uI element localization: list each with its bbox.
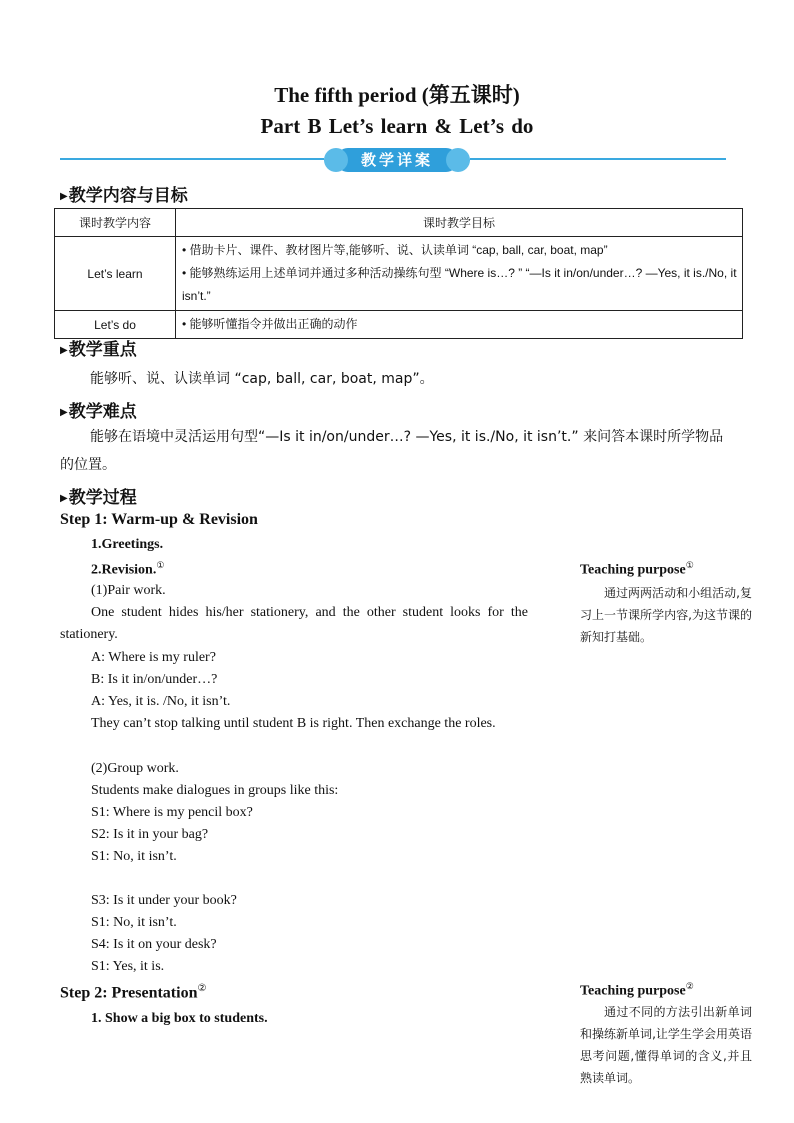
dialogue-line: S2: Is it in your bag? [91,827,209,842]
dialogue-line: S4: Is it on your desk? [91,937,217,952]
table-row [55,237,743,311]
section-heading-content-goals: ▶教学内容与目标 [60,186,188,206]
page-subtitle: Part B Let’s learn & Let’s do [260,114,534,138]
table-cell-goals [176,311,743,339]
pair-work-label: (1)Pair work. [91,583,166,598]
divider-right [470,158,726,160]
teaching-purpose-text: 通过不同的方法引出新单词和操练新单词,让学生学会用英语思考问题,懂得单词的含义,并且熟读单词。 [580,1005,752,1085]
section-heading-key-points: ▶教学重点 [60,340,137,360]
pair-work-desc: One student hides his/her stationery, and the other student looks for the stationery. [60,605,528,642]
step2-item1: 1. Show a big box to students. [91,1011,268,1026]
dialogue-line: S1: Where is my pencil box? [91,805,253,820]
group-work-label: (2)Group work. [91,761,179,776]
dialogue-line: A: Where is my ruler? [91,650,216,665]
triangle-bullet-icon: ▶ [60,407,68,418]
step1-greetings: 1.Greetings. [91,537,164,552]
dialogue-line: A: Yes, it is. /No, it isn’t. [91,694,231,709]
section-badge [322,147,472,173]
table-header-row [55,209,743,237]
step2-title: Step 2: Presentation② [60,983,207,1002]
triangle-bullet-icon: ▶ [60,191,68,202]
footnote-mark: ① [685,560,694,570]
section-heading-difficulties: ▶教学难点 [60,402,137,422]
triangle-bullet-icon: ▶ [60,345,68,356]
table-cell-content: Let’s learn [55,237,176,311]
step1-title: Step 1: Warm-up & Revision [60,511,258,528]
difficulties-text: 能够在语境中灵活运用句型“—Is it in/on/under…? —Yes, it is./No, it isn’t.” 来问答本课时所学物品的位置。 [60,429,724,473]
table-header-goals: 课时教学目标 [176,209,743,237]
footnote-mark: ② [197,983,207,994]
goal-item: • 能够熟练运用上述单词并通过多种活动操练句型 “Where is…? ” “—Is it in/on/under…? —Yes, it is./No, it isn’t.” [182,266,737,303]
table-cell-content: Let’s do [55,311,176,339]
divider-left [60,158,324,160]
dialogue-line: S3: Is it under your book? [91,893,237,908]
teaching-purpose-title: Teaching purpose② [580,981,694,999]
section-heading-process: ▶教学过程 [60,488,137,508]
group-work-desc: Students make dialogues in groups like this: [91,783,339,798]
dialogue-line: S1: Yes, it is. [91,959,165,974]
table-row [55,311,743,339]
dialogue-line: S1: No, it isn’t. [91,849,177,864]
teaching-purpose-text: 通过两两活动和小组活动,复习上一节课所学内容,为这节课的新知打基础。 [580,586,752,644]
stop-desc: They can’t stop talking until student B is right. Then exchange the roles. [91,716,496,731]
goal-item: • 能够听懂指令并做出正确的动作 [182,317,358,331]
table-header-content: 课时教学内容 [55,209,176,237]
step1-revision: 2.Revision.① [91,560,165,578]
key-points-text: 能够听、说、认读单词 “cap, ball, car, boat, map”。 [90,371,434,387]
dialogue-line: S1: No, it isn’t. [91,915,177,930]
dialogue-line: B: Is it in/on/under…? [91,672,218,687]
badge-label: 教学详案 [360,151,433,169]
triangle-bullet-icon: ▶ [60,493,68,504]
footnote-mark: ② [685,981,694,991]
table-cell-goals [176,237,743,311]
goal-item: • 借助卡片、课件、教材图片等,能够听、说、认读单词 “cap, ball, car, boat, map” [182,243,608,257]
page-title: The fifth period (第五课时) [274,83,520,107]
objectives-table [54,208,743,339]
footnote-mark: ① [156,560,165,570]
teaching-purpose-title: Teaching purpose① [580,560,694,578]
